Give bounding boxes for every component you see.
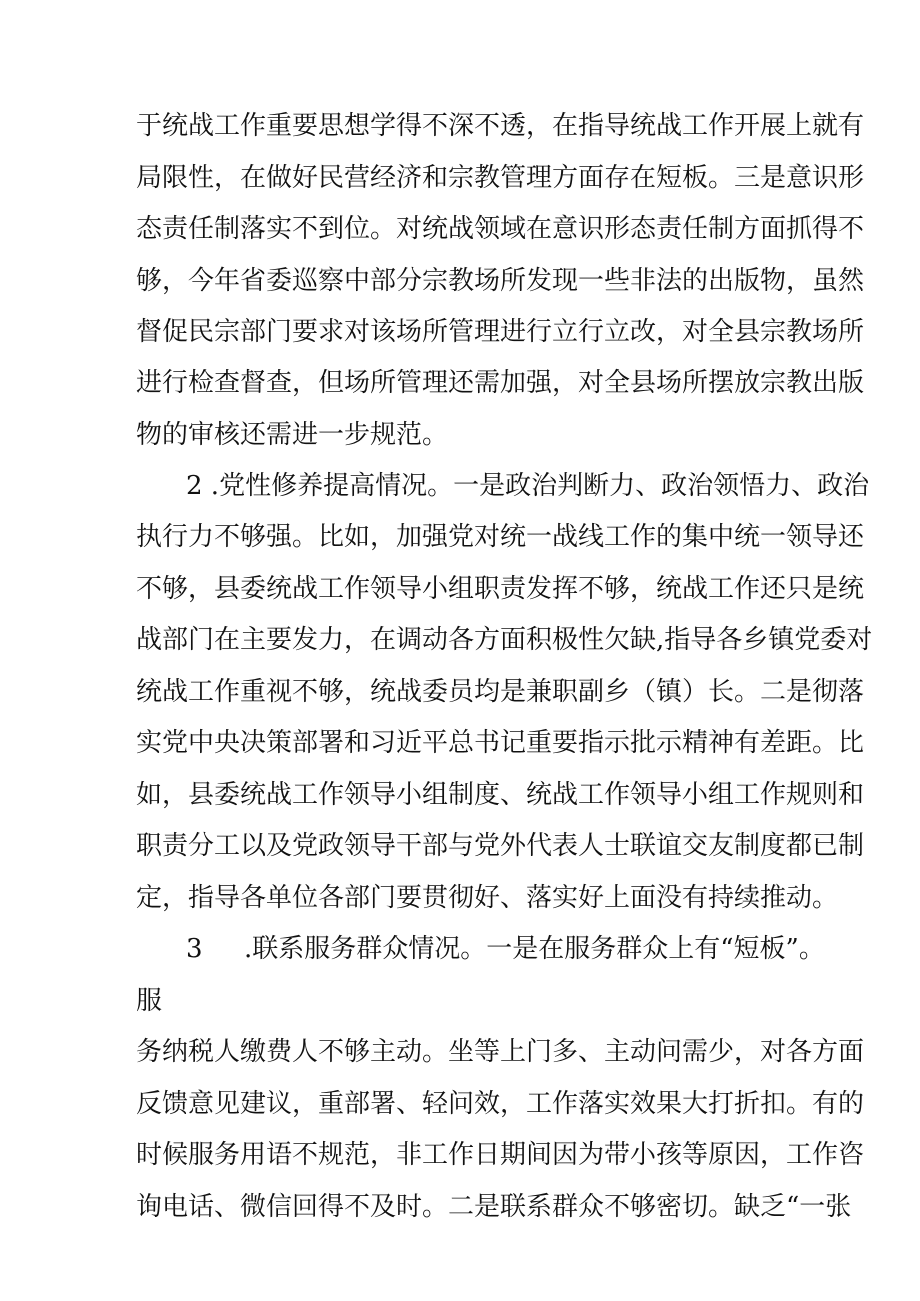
paragraph-1-line-4: 够，今年省委巡察中部分宗教场所发现一些非法的出版物，虽然 (136, 266, 865, 296)
paragraph-3-number: 3 (186, 934, 203, 964)
paragraph-1-line-3: 态责任制落实不到位。对统战领域在意识形态责任制方面抓得不 (136, 214, 865, 244)
paragraph-3-line-4: 反馈意见建议，重部署、轻问效，工作落实效果大打折扣。有的 (136, 1089, 865, 1119)
paragraph-1-line-2: 局限性，在做好民营经济和宗教管理方面存在短板。三是意识形 (136, 163, 865, 193)
paragraph-2-line-1: 2 .党性修养提高情况。一是政治判断力、政治领悟力、政治 (186, 471, 870, 501)
paragraph-1-line-7: 物的审核还需进一步规范。 (136, 420, 449, 450)
paragraph-2-line-4: 战部门在主要发力，在调动各方面积极性欠缺,指导各乡镇党委对 (136, 625, 873, 655)
paragraph-1-line-6: 进行检查督查，但场所管理还需加强，对全县场所摆放宗教出版 (136, 368, 865, 398)
paragraph-3-line-6: 询电话、微信回得不及时。二是联系群众不够密切。缺乏“一张 (136, 1192, 852, 1222)
paragraph-3-line-2: 服 (136, 986, 163, 1016)
paragraph-3-line-1 (186, 927, 825, 971)
paragraph-3-line-3: 务纳税人缴费人不够主动。坐等上门多、主动问需少，对各方面 (136, 1037, 865, 1067)
paragraph-2-line-5: 统战工作重视不够，统战委员均是兼职副乡（镇）长。二是彻落 (136, 677, 865, 707)
paragraph-3-first-line: .联系服务群众情况。一是在服务群众上有“短板”。 (244, 934, 825, 964)
paragraph-1-line-5: 督促民宗部门要求对该场所管理进行立行立改，对全县宗教场所 (136, 317, 865, 347)
paragraph-3-line-5: 时候服务用语不规范，非工作日期间因为带小孩等原因，工作咨 (136, 1140, 865, 1170)
paragraph-2-line-9: 定，指导各单位各部门要贯彻好、落实好上面没有持续推动。 (136, 883, 839, 913)
paragraph-2-line-8: 职责分工以及党政领导干部与党外代表人士联谊交友制度都已制 (136, 831, 865, 861)
paragraph-2-line-3: 不够，县委统战工作领导小组职责发挥不够，统战工作还只是统 (136, 574, 865, 604)
paragraph-2-line-7: 如，县委统战工作领导小组制度、统战工作领导小组工作规则和 (136, 780, 865, 810)
paragraph-1-line-1: 于统战工作重要思想学得不深不透，在指导统战工作开展上就有 (136, 111, 865, 141)
paragraph-2-line-6: 实党中央决策部署和习近平总书记重要指示批示精神有差距。比 (136, 728, 865, 758)
paragraph-2-line-2: 执行力不够强。比如，加强党对统一战线工作的集中统一领导还 (136, 522, 865, 552)
